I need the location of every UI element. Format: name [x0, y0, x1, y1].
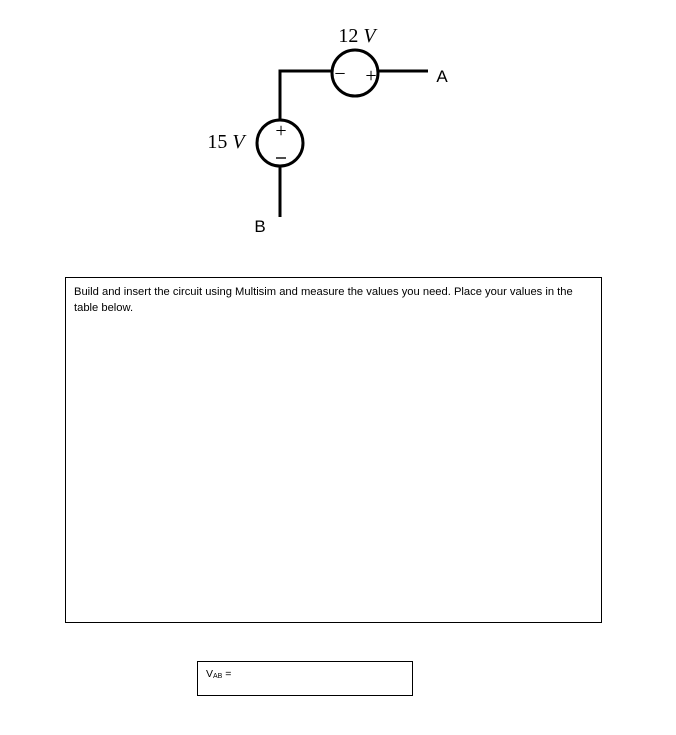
voltage-source-top-unit: V — [363, 25, 376, 47]
node-b-label: B — [254, 217, 266, 236]
voltage-source-top-pos-sign: + — [365, 65, 377, 87]
answer-label — [206, 668, 231, 680]
answer-label-subscript: AB — [213, 673, 223, 680]
node-a-label: A — [436, 67, 448, 86]
voltage-source-top-value: 12 — [338, 25, 359, 47]
voltage-source-left-label — [207, 131, 247, 153]
voltage-source-top-label — [338, 25, 378, 47]
circuit-diagram — [0, 0, 676, 240]
instruction-box — [65, 277, 602, 623]
voltage-source-left-pos-sign: + — [275, 120, 287, 142]
answer-label-equals: = — [222, 668, 232, 680]
instruction-text: Build and insert the circuit using Multisim and measure the values you need. Place your values in the table below. — [74, 286, 573, 314]
answer-table-cell[interactable] — [197, 661, 413, 696]
voltage-source-top-neg-sign: − — [334, 63, 346, 85]
answer-label-main: V — [206, 668, 214, 680]
voltage-source-left-unit: V — [232, 131, 245, 153]
voltage-source-left-value: 15 — [207, 131, 228, 153]
